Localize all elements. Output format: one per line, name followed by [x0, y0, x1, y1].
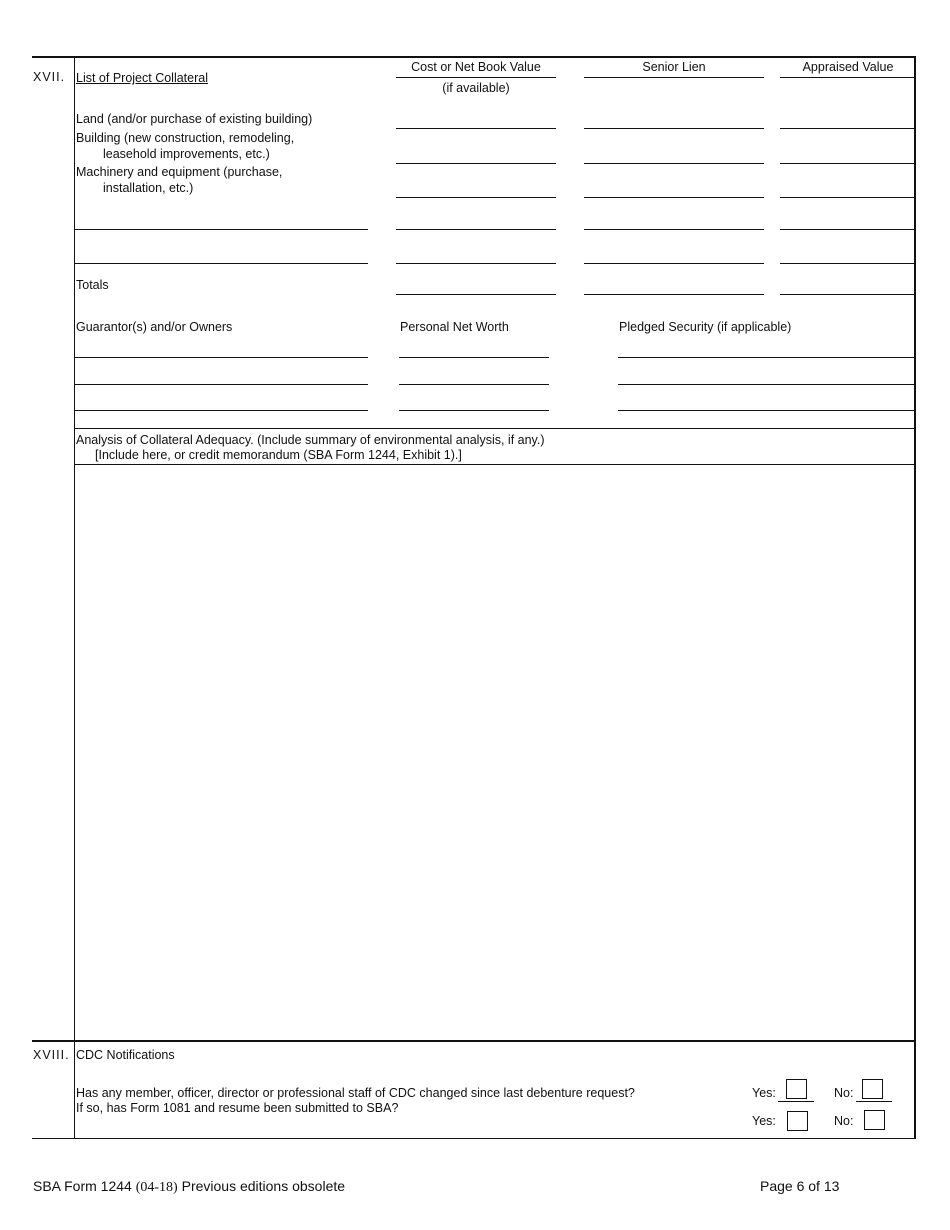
machinery-senior-lien-input[interactable]: [584, 167, 764, 197]
row-label-machinery-line2: installation, etc.): [103, 181, 194, 195]
totals-appraised-line: [780, 294, 916, 295]
pledged-security-label: Pledged Security (if applicable): [619, 320, 792, 334]
guarantor-1-net-worth-input[interactable]: [399, 336, 549, 357]
analysis-heading: Analysis of Collateral Adequacy. (Include summary of environmental analysis, if any.): [76, 433, 545, 447]
other-item-2-appraised-input[interactable]: [780, 233, 914, 263]
question-1-yes-underline: [778, 1101, 814, 1102]
totals-appraised-input[interactable]: [780, 264, 914, 294]
analysis-header-bottom-border: [75, 464, 915, 465]
cdc-question-form-submitted: If so, has Form 1081 and resume been submitted to SBA?: [76, 1101, 399, 1115]
guarantor-1-name-input[interactable]: [76, 336, 368, 357]
machinery-appraised-input[interactable]: [780, 167, 914, 197]
footer-form-name: SBA Form 1244: [33, 1178, 132, 1194]
header-underline-senior-lien: [584, 77, 764, 78]
section-18-number: XVIII.: [33, 1048, 70, 1062]
column-header-senior-lien: Senior Lien: [642, 60, 706, 74]
section-17-number: XVII.: [33, 70, 66, 84]
land-appraised-input[interactable]: [780, 98, 914, 128]
column-header-appraised: Appraised Value: [802, 60, 894, 74]
land-cost-line: [396, 128, 556, 129]
header-underline-appraised: [780, 77, 916, 78]
guarantor-3-net-worth-input[interactable]: [399, 386, 549, 409]
land-appraised-line: [780, 128, 916, 129]
guarantor-1-net-worth-line: [399, 357, 549, 358]
guarantor-2-security-input[interactable]: [618, 359, 914, 383]
guarantor-2-security-line: [618, 384, 915, 385]
land-senior-lien-input[interactable]: [584, 98, 764, 128]
column-header-cost-note: (if available): [442, 81, 510, 95]
other-item-1-label-line: [75, 229, 368, 230]
personal-net-worth-label: Personal Net Worth: [400, 320, 509, 334]
footer-obsolete-note: Previous editions obsolete: [181, 1178, 346, 1194]
guarantor-3-security-line: [618, 410, 915, 411]
row-label-land: Land (and/or purchase of existing building): [76, 112, 313, 126]
land-senior-lien-line: [584, 128, 764, 129]
footer-page-number: Page 6 of 13: [760, 1178, 840, 1194]
cdc-question-staff-changed: Has any member, officer, director or professional staff of CDC changed since last debenture request?: [76, 1086, 635, 1100]
header-underline-cost: [396, 77, 556, 78]
building-cost-line: [396, 163, 556, 164]
totals-cost-line: [396, 294, 556, 295]
footer-form-date: (04-18): [135, 1180, 178, 1195]
guarantor-2-net-worth-line: [399, 384, 549, 385]
land-cost-input[interactable]: [396, 98, 556, 128]
guarantor-3-net-worth-line: [399, 410, 549, 411]
analysis-text-area[interactable]: [76, 466, 913, 1038]
totals-cost-input[interactable]: [396, 264, 556, 294]
guarantors-owners-label: Guarantor(s) and/or Owners: [76, 320, 233, 334]
machinery-cost-line: [396, 197, 556, 198]
question-1-no-label: No:: [834, 1086, 854, 1100]
other-item-1-label-input[interactable]: [76, 199, 368, 229]
guarantor-1-name-line: [75, 357, 368, 358]
section-18-title: CDC Notifications: [76, 1048, 175, 1062]
totals-senior-lien-line: [584, 294, 764, 295]
building-appraised-line: [780, 163, 916, 164]
guarantor-1-security-input[interactable]: [618, 336, 914, 357]
top-border: [32, 56, 916, 58]
column-header-cost: Cost or Net Book Value: [411, 60, 541, 74]
section-17-title: List of Project Collateral: [76, 71, 209, 85]
other-item-1-senior-lien-line: [584, 229, 764, 230]
bottom-border: [32, 1138, 916, 1139]
guarantor-3-name-input[interactable]: [76, 386, 368, 409]
other-item-1-cost-input[interactable]: [396, 199, 556, 229]
building-cost-input[interactable]: [396, 133, 556, 163]
building-appraised-input[interactable]: [780, 133, 914, 163]
question-2-yes-label: Yes:: [752, 1114, 776, 1128]
question-1-yes-checkbox[interactable]: [786, 1079, 807, 1099]
question-1-no-checkbox[interactable]: [862, 1079, 883, 1099]
other-item-1-appraised-line: [780, 229, 916, 230]
guarantor-2-net-worth-input[interactable]: [399, 359, 549, 383]
footer-form-info: [33, 1178, 345, 1196]
machinery-cost-input[interactable]: [396, 167, 556, 197]
other-item-2-senior-lien-input[interactable]: [584, 233, 764, 263]
guarantor-3-name-line: [75, 410, 368, 411]
question-2-yes-checkbox[interactable]: [787, 1111, 808, 1131]
other-item-2-label-line: [75, 263, 368, 264]
other-item-2-cost-input[interactable]: [396, 233, 556, 263]
guarantor-3-security-input[interactable]: [618, 386, 914, 409]
analysis-instruction: [Include here, or credit memorandum (SBA Form 1244, Exhibit 1).]: [95, 448, 462, 462]
label-column-divider: [74, 57, 75, 1139]
question-2-no-label: No:: [834, 1114, 854, 1128]
row-label-totals: Totals: [76, 278, 109, 292]
other-item-1-appraised-input[interactable]: [780, 199, 914, 229]
question-2-no-checkbox[interactable]: [864, 1110, 885, 1130]
row-label-building-line1: Building (new construction, remodeling,: [76, 131, 295, 145]
question-1-no-underline: [856, 1101, 892, 1102]
guarantor-1-security-line: [618, 357, 915, 358]
guarantor-2-name-line: [75, 384, 368, 385]
question-1-yes-label: Yes:: [752, 1086, 776, 1100]
other-item-2-label-input[interactable]: [76, 233, 368, 263]
building-senior-lien-line: [584, 163, 764, 164]
row-label-machinery-line1: Machinery and equipment (purchase,: [76, 165, 283, 179]
building-senior-lien-input[interactable]: [584, 133, 764, 163]
machinery-appraised-line: [780, 197, 916, 198]
section-18-top-border: [32, 1040, 916, 1042]
other-item-1-cost-line: [396, 229, 556, 230]
row-label-building-line2: leasehold improvements, etc.): [103, 147, 270, 161]
other-item-1-senior-lien-input[interactable]: [584, 199, 764, 229]
analysis-top-border: [75, 428, 915, 429]
machinery-senior-lien-line: [584, 197, 764, 198]
totals-senior-lien-input[interactable]: [584, 264, 764, 294]
right-border: [914, 57, 916, 1139]
guarantor-2-name-input[interactable]: [76, 359, 368, 383]
